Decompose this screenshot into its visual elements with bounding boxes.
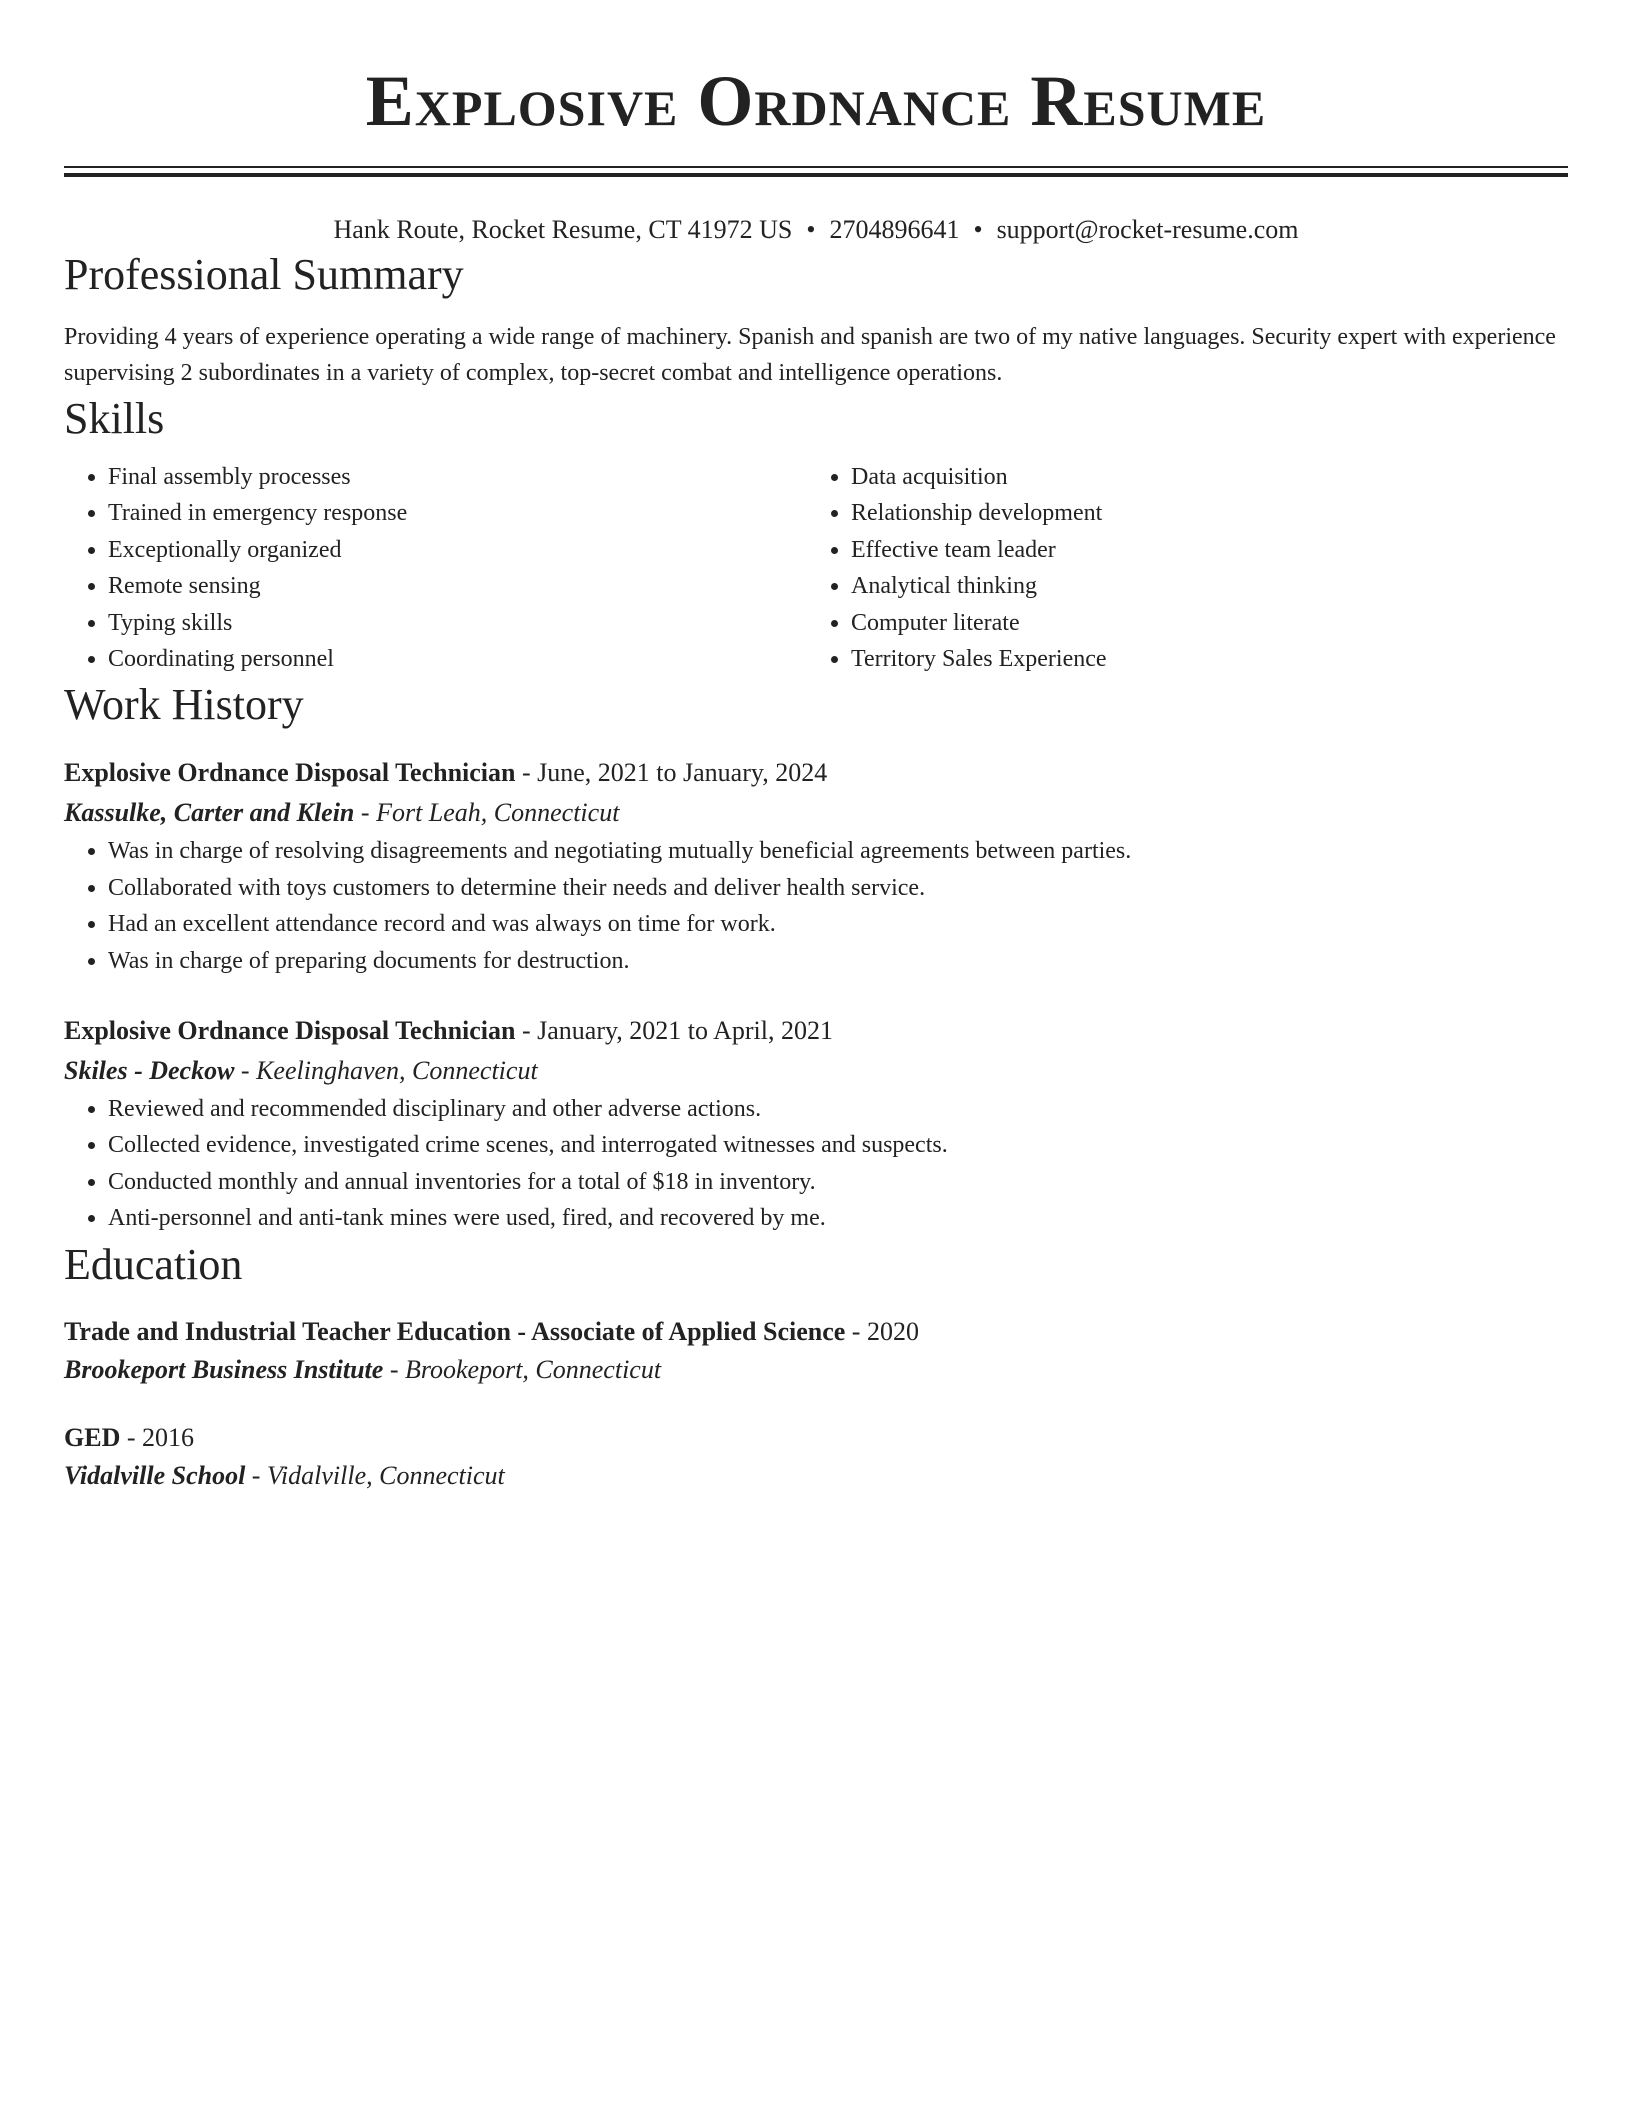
- job-company: Kassulke, Carter and Klein: [64, 798, 355, 828]
- skill-item: • Exceptionally organized: [108, 532, 807, 568]
- job-dates: - January, 2021 to April, 2021: [515, 1016, 833, 1046]
- education-degree: GED: [64, 1422, 121, 1452]
- contact-address: Hank Route, Rocket Resume, CT 41972 US: [333, 215, 793, 244]
- education-year: - 2016: [120, 1422, 195, 1452]
- job-header: [64, 1011, 1568, 1051]
- skills-column-right: [807, 459, 1550, 677]
- job-duty: • Had an excellent attendance record and was always on time for work.: [108, 906, 1568, 942]
- skill-item: • Computer literate: [851, 605, 1550, 641]
- education-school: Vidalville School: [64, 1460, 246, 1490]
- job-duty: • Was in charge of preparing documents for destruction.: [108, 943, 1568, 979]
- education-school-line: [64, 1351, 1568, 1389]
- education-heading: Education: [64, 1239, 243, 1289]
- skill-item: • Final assembly processes: [108, 459, 807, 495]
- skill-item: • Data acquisition: [851, 459, 1550, 495]
- job-header: [64, 753, 1568, 793]
- education-location: - Vidalville, Connecticut: [245, 1460, 505, 1490]
- job-entry: [64, 1011, 1568, 1237]
- skill-item: • Typing skills: [108, 605, 807, 641]
- job-employer: [64, 1051, 1568, 1091]
- skills-column-left: [64, 459, 807, 677]
- job-duty: • Was in charge of resolving disagreements and negotiating mutually beneficial agreements between parties.: [108, 833, 1568, 869]
- work-history-heading: Work History: [64, 680, 304, 730]
- education-header: [64, 1419, 1568, 1457]
- job-company: Skiles - Deckow: [64, 1056, 235, 1086]
- job-entry: [64, 753, 1568, 979]
- skills-grid: [64, 459, 1568, 677]
- education-degree: Trade and Industrial Teacher Education - Associate of Applied Science: [64, 1316, 846, 1346]
- job-duty: • Collaborated with toys customers to determine their needs and deliver health service.: [108, 870, 1568, 906]
- education-header: [64, 1313, 1568, 1351]
- contact-separator: •: [806, 215, 816, 244]
- job-duties-list: [64, 1091, 1568, 1237]
- job-duty: • Anti-personnel and anti-tank mines were used, fired, and recovered by me.: [108, 1200, 1568, 1236]
- contact-phone: 2704896641: [829, 215, 960, 244]
- job-duty: • Conducted monthly and annual inventories for a total of $18 in inventory.: [108, 1164, 1568, 1200]
- job-location: - Fort Leah, Connecticut: [354, 798, 620, 828]
- resume-title: Explosive Ordnance Resume: [365, 61, 1267, 141]
- education-entry: [64, 1419, 1568, 1495]
- job-location: - Keelinghaven, Connecticut: [234, 1056, 538, 1086]
- education-year: - 2020: [845, 1316, 919, 1346]
- skills-list-left: [64, 459, 807, 677]
- skill-item: • Effective team leader: [851, 532, 1550, 568]
- skills-heading: Skills: [64, 394, 165, 443]
- job-employer: [64, 793, 1568, 833]
- contact-separator: •: [973, 215, 983, 244]
- summary-heading: Professional Summary: [64, 250, 464, 299]
- skill-item: • Territory Sales Experience: [851, 641, 1550, 677]
- job-duties-list: [64, 833, 1568, 979]
- skill-item: • Analytical thinking: [851, 568, 1550, 604]
- job-title: Explosive Ordnance Disposal Technician: [64, 1016, 516, 1046]
- contact-line: [64, 213, 1568, 247]
- title-divider: [64, 166, 1568, 177]
- skill-item: • Relationship development: [851, 495, 1550, 531]
- job-duty: • Reviewed and recommended disciplinary and other adverse actions.: [108, 1091, 1568, 1127]
- education-school-line: [64, 1457, 1568, 1495]
- education-school: Brookeport Business Institute: [64, 1354, 384, 1384]
- contact-email: support@rocket-resume.com: [996, 215, 1299, 244]
- education-location: - Brookeport, Connecticut: [383, 1354, 662, 1384]
- skills-list-right: [807, 459, 1550, 677]
- skill-item: • Remote sensing: [108, 568, 807, 604]
- education-entry: [64, 1313, 1568, 1389]
- skill-item: • Coordinating personnel: [108, 641, 807, 677]
- job-title: Explosive Ordnance Disposal Technician: [64, 758, 516, 788]
- summary-text: Providing 4 years of experience operating a wide range of machinery. Spanish and spanish are two of my native languages. Security expert with experience supervising 2 subordinates in a variety of complex, top-secret combat and intelligence operations.: [64, 324, 1556, 386]
- job-duty: • Collected evidence, investigated crime scenes, and interrogated witnesses and suspects.: [108, 1127, 1568, 1163]
- skill-item: • Trained in emergency response: [108, 495, 807, 531]
- job-dates: - June, 2021 to January, 2024: [515, 758, 828, 788]
